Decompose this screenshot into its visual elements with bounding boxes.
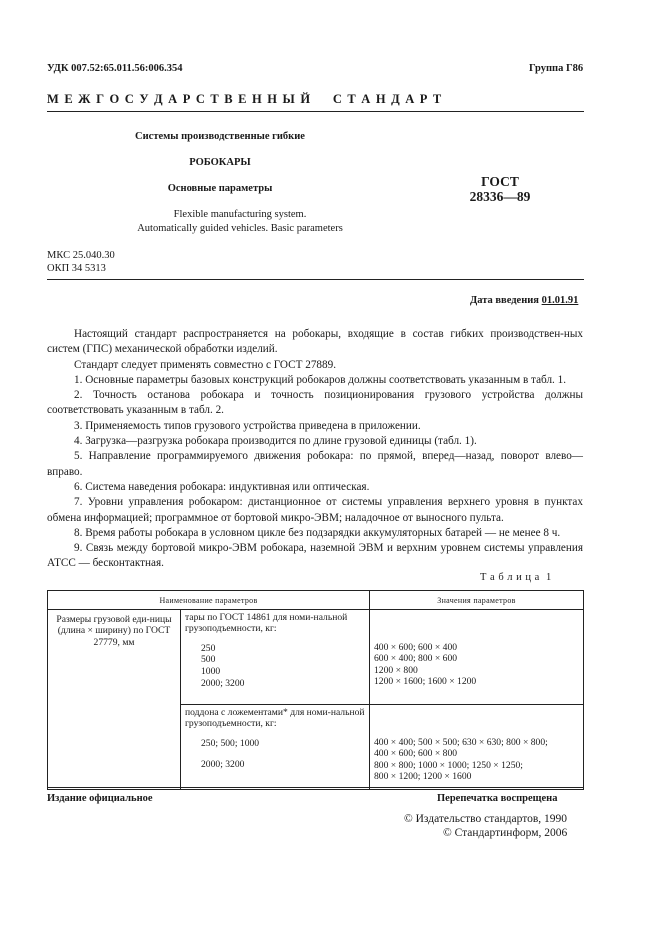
group1-load: 250	[201, 642, 216, 654]
copyright-1: © Издательство стандартов, 1990	[404, 813, 568, 825]
footer-rule	[47, 787, 584, 788]
group2-load: 2000; 3200	[201, 759, 245, 771]
table-row	[48, 609, 584, 704]
parameters-table	[47, 590, 584, 790]
okp-code: ОКП 34 5313	[47, 263, 106, 274]
classifier-rule	[47, 279, 584, 280]
row-label: Размеры грузовой еди-ницы (длина × ширину) по ГОСТ 27779, мм	[48, 609, 181, 789]
gost-number: 28336—89	[469, 189, 531, 204]
standard-banner: М Е Ж Г О С У Д А Р С Т В Е Н Н Ы Й С Т А Н Д А Р Т	[47, 92, 443, 106]
title-line-1: Системы производственные гибкие	[135, 131, 305, 142]
paragraph-9: 9. Связь между бортовой микро-ЭВМ робокара, наземной ЭВМ и верхним уровнем системы управления АТСС — бесконтактная.	[47, 542, 583, 570]
intro-date-value: 01.01.91	[541, 295, 579, 306]
group1-load: 500	[201, 654, 216, 666]
mks-code: МКС 25.040.30	[47, 250, 115, 261]
paragraph-6: 6. Система наведения робокара: индуктивная или оптическая.	[74, 480, 370, 493]
group1-title: тары по ГОСТ 14861 для номи-нальной грузоподъемности, кг:	[185, 611, 348, 635]
header-values: Значения параметров	[370, 591, 584, 610]
group1-params	[181, 609, 370, 704]
group1-load: 1000	[201, 665, 221, 677]
reprint-note: Перепечатка воспрещена	[437, 793, 558, 804]
gost-label: ГОСТ	[481, 174, 519, 189]
paragraph-1: 1. Основные параметры базовых конструкций робокаров должны соответствовать указанным в табл. 1.	[74, 373, 567, 386]
paragraph-5: 5. Направление программируемого движения робокара: по прямой, вперед—назад, поворот влево—вправо.	[47, 450, 583, 478]
group2-value: 800 × 1200; 1200 × 1600	[374, 771, 472, 783]
header-params: Наименование параметров	[48, 591, 370, 610]
paragraph-2: 2. Точность останова робокара и точность позиционирования грузового устройства должны соответствовать указанным в табл. 2.	[47, 389, 583, 417]
paragraph-7: 7. Уровни управления робокаром: дистанционное от системы управления верхнего уровня в пунктах обмена информацией; программное от бортовой микро-ЭВМ; наладочное от выносного пульта.	[47, 496, 583, 524]
copyright-2: © Стандартинформ, 2006	[443, 827, 568, 839]
paragraph-usage: Стандарт следует применять совместно с ГОСТ 27889.	[74, 358, 337, 371]
intro-date	[470, 294, 578, 308]
banner-rule	[47, 111, 584, 112]
group1-load: 2000; 3200	[201, 677, 245, 689]
group2-values	[370, 704, 584, 789]
edition-note: Издание официальное	[47, 793, 153, 804]
group2-value: 400 × 600; 600 × 800	[374, 748, 458, 760]
intro-date-label: Дата введения	[470, 295, 539, 306]
body-text	[47, 327, 583, 572]
english-title-1: Flexible manufacturing system.	[173, 209, 307, 220]
group1-value: 1200 × 800	[374, 664, 418, 676]
title-line-3: Основные параметры	[167, 183, 273, 194]
group2-params	[181, 704, 370, 789]
group2-value: 400 × 400; 500 × 500; 630 × 630; 800 × 800;	[374, 736, 548, 748]
group2-load: 250; 500; 1000	[201, 737, 260, 749]
table-caption: Т а б л и ц а 1	[480, 572, 552, 583]
paragraph-8: 8. Время работы робокара в условном цикле без подзарядки аккумуляторных батарей — не менее 8 ч.	[74, 526, 561, 539]
group1-value: 600 × 400; 800 × 600	[374, 653, 458, 665]
paragraph-4: 4. Загрузка—разгрузка робокара производится по длине грузовой единицы (табл. 1).	[74, 435, 477, 448]
group-code: Группа Г86	[529, 63, 584, 74]
title-line-2: РОБОКАРЫ	[189, 157, 251, 168]
paragraph-3: 3. Применяемость типов грузового устройства приведена в приложении.	[74, 419, 421, 432]
group1-values	[370, 609, 584, 704]
table-header-row	[48, 591, 584, 610]
group2-value: 800 × 800; 1000 × 1000; 1250 × 1250;	[374, 759, 523, 771]
group1-value: 400 × 600; 600 × 400	[374, 641, 458, 653]
english-title-2: Automatically guided vehicles. Basic parameters	[137, 223, 343, 234]
group1-value: 1200 × 1600; 1600 × 1200	[374, 676, 477, 688]
group2-title: поддона с ложементами* для номи-нальной грузоподъемности, кг:	[185, 706, 365, 730]
paragraph-scope: Настоящий стандарт распространяется на робокары, входящие в состав гибких производствен-ных систем (ГПС) механической обработки изделий.	[47, 328, 583, 356]
udk-code: УДК 007.52:65.011.56:006.354	[47, 63, 183, 74]
